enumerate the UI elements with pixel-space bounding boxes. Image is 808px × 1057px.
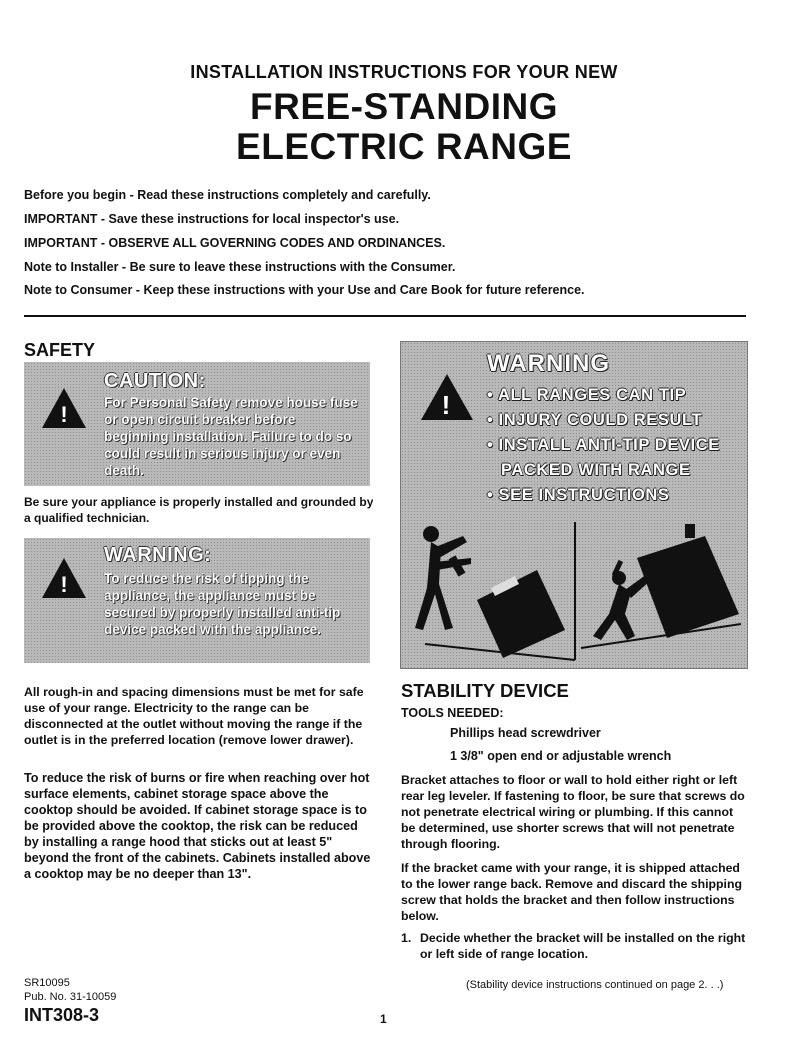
tip-warning-item: PACKED WITH RANGE — [501, 461, 691, 479]
caution-box — [24, 362, 370, 486]
tip-warning-panel — [400, 341, 748, 669]
exclamation-icon: ! — [441, 390, 451, 420]
rough-in-text: All rough-in and spacing dimensions must be met for safe use of your range. Electricity to the range can be disconnected at the outlet without moving the range if the outlet is in the preferred location (remove lower drawer). — [24, 685, 364, 747]
person-pulling-range — [415, 526, 471, 630]
caution-title: CAUTION: — [104, 370, 206, 392]
bracket-paragraph: Bracket attaches to floor or wall to hold either right or left rear leg leveler. If fastening to floor, be sure that screws do not penetrate electrical wiring or plumbing. If this cannot be determined, use shorter screws that will not penetrate through flooring. — [401, 773, 745, 851]
tipping-range-left — [449, 555, 565, 658]
step-1-text: Decide whether the bracket will be installed on the right or left side of range location. — [420, 931, 746, 961]
tool-item: Phillips head screwdriver — [450, 726, 601, 740]
tipped-range-right — [637, 524, 739, 638]
warning-box — [24, 538, 370, 663]
intro-line-2: IMPORTANT - Save these instructions for local inspector's use. — [24, 212, 400, 226]
tip-warning-item: • SEE INSTRUCTIONS — [487, 486, 670, 504]
shipping-paragraph: If the bracket came with your range, it is shipped attached to the lower range back. Remove and discard the shipping screw that holds the bracket and then follow instructions below. — [401, 861, 742, 923]
intro-line-5: Note to Consumer - Keep these instructions with your Use and Care Book for future reference. — [24, 283, 585, 297]
pub-number: Pub. No. 31-10059 — [24, 991, 117, 1003]
intro-line-4: Note to Installer - Be sure to leave these instructions with the Consumer. — [24, 260, 456, 274]
tools-needed-label: TOOLS NEEDED: — [401, 706, 504, 720]
header-subtitle: INSTALLATION INSTRUCTIONS FOR YOUR NEW — [190, 62, 618, 82]
divider-rule — [24, 315, 746, 317]
int-code: INT308-3 — [24, 1005, 100, 1025]
warning-title: WARNING: — [104, 544, 212, 566]
sr-code: SR10095 — [24, 977, 70, 989]
intro-line-3: IMPORTANT - OBSERVE ALL GOVERNING CODES AND ORDINANCES. — [24, 236, 446, 250]
tip-over-illustration — [405, 518, 741, 664]
tip-warning-item: • INSTALL ANTI-TIP DEVICE — [487, 436, 720, 454]
exclamation-icon: ! — [60, 402, 68, 427]
continued-note: (Stability device instructions continued on page 2. . .) — [466, 979, 724, 991]
intro-line-1: Before you begin - Read these instructions completely and carefully. — [24, 188, 431, 202]
tip-warning-item: • INJURY COULD RESULT — [487, 411, 703, 429]
grounded-text: Be sure your appliance is properly installed and grounded by a qualified technician. — [24, 495, 374, 525]
exclamation-icon: ! — [60, 572, 68, 597]
warning-body: To reduce the risk of tipping the appliance, the appliance must be secured by properly installed anti-tip device packed with the appliance. — [104, 571, 341, 637]
tip-warning-title: WARNING — [487, 350, 610, 377]
tip-warning-item: • ALL RANGES CAN TIP — [487, 386, 687, 404]
title-line-2: ELECTRIC RANGE — [236, 126, 572, 167]
safety-heading: SAFETY — [24, 340, 96, 360]
step-1-number: 1. — [401, 931, 412, 945]
page-number: 1 — [380, 1012, 387, 1026]
title-line-1: FREE-STANDING — [250, 86, 558, 127]
tool-item: 1 3/8" open end or adjustable wrench — [450, 749, 672, 763]
caution-body: For Personal Safety remove house fuse or open circuit breaker before beginning installation. Failure to do so could result in serious injury or even death. — [104, 395, 358, 478]
burns-warning-text: To reduce the risk of burns or fire when reaching over hot surface elements, cabinet storage space above the cooktop should be avoided. If cabinet storage space is to be provided above the cooktop, the risk can be reduced by installing a range hood that sticks out at least 5" beyond the front of the cabinets. Cabinets installed above a cooktop may be no deeper than 13". — [24, 771, 371, 881]
stability-heading: STABILITY DEVICE — [401, 680, 569, 701]
